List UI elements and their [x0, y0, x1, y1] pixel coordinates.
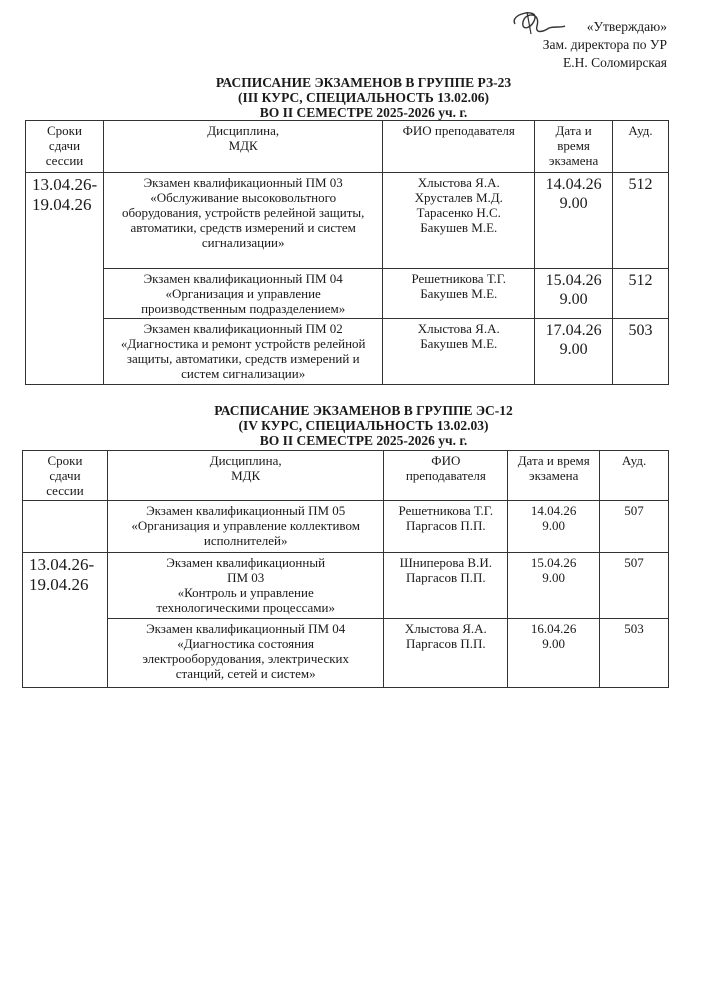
approval-name: Е.Н. Соломирская	[563, 55, 667, 70]
text-line: Сроки	[47, 123, 82, 138]
text-line: Хлыстова Я.А.	[417, 175, 500, 190]
text-line: Дата и	[555, 123, 592, 138]
header-teacher	[383, 121, 535, 173]
text-line: Экзамен квалификационный	[166, 555, 326, 570]
table-header	[23, 451, 669, 501]
discipline-cell	[107, 619, 383, 688]
title-line: РАСПИСАНИЕ ЭКЗАМЕНОВ В ГРУППЕ РЗ-23	[215, 75, 512, 90]
table-row	[26, 269, 669, 319]
text-line: ПМ 03	[227, 570, 265, 585]
teacher-cell	[383, 319, 535, 385]
datetime-cell	[535, 319, 613, 385]
text-line: производственным подразделением»	[141, 301, 346, 316]
datetime-cell	[508, 619, 600, 688]
discipline-cell	[107, 553, 383, 619]
text-line: Дисциплина,	[209, 453, 282, 468]
table-row	[23, 619, 669, 688]
table-row	[23, 553, 669, 619]
text-line: Дата и время	[517, 453, 590, 468]
text-line: Экзамен квалификационный ПМ 04	[143, 271, 343, 286]
discipline-cell	[103, 319, 382, 385]
header-room	[600, 451, 669, 501]
text-line: станций, сетей и систем»	[175, 666, 316, 681]
discipline-cell	[103, 173, 382, 269]
title-line: (IV КУРС, СПЕЦИАЛЬНОСТЬ 13.02.03)	[238, 418, 489, 433]
schedule-title-2	[0, 403, 727, 448]
datetime-cell	[535, 173, 613, 269]
header-teacher	[384, 451, 508, 501]
text-line: 9.00	[542, 570, 566, 585]
table-row	[23, 501, 669, 553]
text-line: МДК	[228, 138, 258, 153]
approval-position: Зам. директора по УР	[542, 37, 667, 52]
room-cell: 512	[613, 269, 669, 319]
text-line: «Диагностика и ремонт устройств релейной	[120, 336, 366, 351]
text-line: Хлыстова Я.А.	[404, 621, 487, 636]
approval-block	[543, 18, 667, 72]
text-line: экзамена	[529, 468, 579, 483]
text-line: преподавателя	[405, 468, 486, 483]
text-line: сессии	[45, 153, 84, 168]
header-period	[23, 451, 108, 501]
text-line: 14.04.26	[545, 176, 602, 193]
teacher-cell	[384, 619, 508, 688]
text-line: технологическими процессами»	[156, 600, 335, 615]
text-line: 15.04.26	[545, 272, 602, 289]
teacher-cell	[383, 269, 535, 319]
title-line: ВО II СЕМЕСТРЕ 2025-2026 уч. г.	[259, 105, 468, 120]
datetime-cell	[508, 553, 600, 619]
text-line: «Организация и управление коллективом	[131, 518, 360, 533]
text-line: Тарасенко Н.С.	[416, 205, 501, 220]
text-line: 19.04.26	[29, 575, 89, 594]
text-line: Хлыстова Я.А.	[417, 321, 500, 336]
text-line: экзамена	[548, 153, 599, 168]
text-line: оборудования, устройств релейной защиты,	[121, 205, 365, 220]
schedule-table-2	[22, 450, 669, 688]
text-line: Хрусталев М.Д.	[414, 190, 503, 205]
text-line: Экзамен квалификационный ПМ 05	[146, 503, 346, 518]
schedule-table-1	[25, 120, 669, 385]
title-line: ВО II СЕМЕСТРЕ 2025-2026 уч. г.	[259, 433, 468, 448]
header-room	[613, 121, 669, 173]
approval-stamp: «Утверждаю»	[586, 19, 667, 34]
text-line: Дисциплина,	[207, 123, 280, 138]
header-datetime	[508, 451, 600, 501]
text-line: 9.00	[559, 341, 588, 358]
title-line: РАСПИСАНИЕ ЭКЗАМЕНОВ В ГРУППЕ ЭС-12	[214, 403, 513, 418]
text-line: Паргасов П.П.	[405, 570, 486, 585]
teacher-cell	[384, 501, 508, 553]
datetime-cell	[508, 501, 600, 553]
text-line: «Контроль и управление	[177, 585, 314, 600]
text-line: 19.04.26	[32, 195, 92, 214]
text-line: систем сигнализации»	[181, 366, 306, 381]
text-line: сдачи	[49, 468, 81, 483]
text-line: Паргасов П.П.	[405, 518, 486, 533]
header-discipline	[107, 451, 383, 501]
room-cell: 507	[600, 501, 669, 553]
title-line: (III КУРС, СПЕЦИАЛЬНОСТЬ 13.02.06)	[238, 90, 489, 105]
session-period	[23, 553, 108, 688]
text-line: ФИО	[431, 453, 461, 468]
text-line: Сроки	[47, 453, 83, 468]
text-line: «Диагностика состояния	[177, 636, 315, 651]
text-line: 13.04.26-	[32, 175, 98, 194]
text-line: Бакушев М.Е.	[420, 220, 498, 235]
text-line: 15.04.26	[530, 555, 577, 570]
text-line: Паргасов П.П.	[405, 636, 486, 651]
text-line: Экзамен квалификационный ПМ 02	[143, 321, 343, 336]
room-cell: 507	[600, 553, 669, 619]
text-line: электрооборудования, электрических	[142, 651, 350, 666]
text-line: Ауд.	[621, 453, 647, 468]
text-line: сессии	[46, 483, 84, 498]
room-cell: 503	[613, 319, 669, 385]
session-period	[26, 173, 104, 385]
text-line: 9.00	[559, 291, 588, 308]
text-line: «Организация и управление	[165, 286, 321, 301]
header-period	[26, 121, 104, 173]
teacher-cell	[384, 553, 508, 619]
text-line: автоматики, средств измерений и систем	[130, 220, 356, 235]
table-row	[26, 173, 669, 269]
text-line: 16.04.26	[530, 621, 577, 636]
text-line: время	[557, 138, 590, 153]
text-line: 14.04.26	[530, 503, 577, 518]
text-line: Решетникова Т.Г.	[411, 271, 507, 286]
text-line: 17.04.26	[545, 322, 602, 339]
text-line: Бакушев М.Е.	[420, 286, 498, 301]
session-period-empty	[23, 501, 108, 553]
text-line: 9.00	[542, 636, 566, 651]
text-line: «Обслуживание высоковольтного	[150, 190, 337, 205]
text-line: 9.00	[542, 518, 566, 533]
schedule-title-1	[0, 75, 727, 120]
text-line: ФИО преподавателя	[402, 123, 515, 138]
text-line: Решетникова Т.Г.	[398, 503, 494, 518]
room-cell: 503	[600, 619, 669, 688]
room-cell: 512	[613, 173, 669, 269]
text-line: защиты, автоматики, средств измерений и	[126, 351, 360, 366]
discipline-cell	[103, 269, 382, 319]
teacher-cell	[383, 173, 535, 269]
text-line: Экзамен квалификационный ПМ 04	[146, 621, 346, 636]
header-datetime	[535, 121, 613, 173]
header-discipline	[103, 121, 382, 173]
text-line: Ауд.	[628, 123, 653, 138]
text-line: Экзамен квалификационный ПМ 03	[143, 175, 343, 190]
discipline-cell	[107, 501, 383, 553]
text-line: Шниперова В.И.	[399, 555, 492, 570]
table-row	[26, 319, 669, 385]
text-line: сдачи	[48, 138, 81, 153]
datetime-cell	[535, 269, 613, 319]
table-header	[26, 121, 669, 173]
text-line: сигнализации»	[201, 235, 285, 250]
text-line: 13.04.26-	[29, 555, 95, 574]
text-line: 9.00	[559, 195, 588, 212]
text-line: Бакушев М.Е.	[420, 336, 498, 351]
text-line: МДК	[231, 468, 261, 483]
text-line: исполнителей»	[203, 533, 288, 548]
